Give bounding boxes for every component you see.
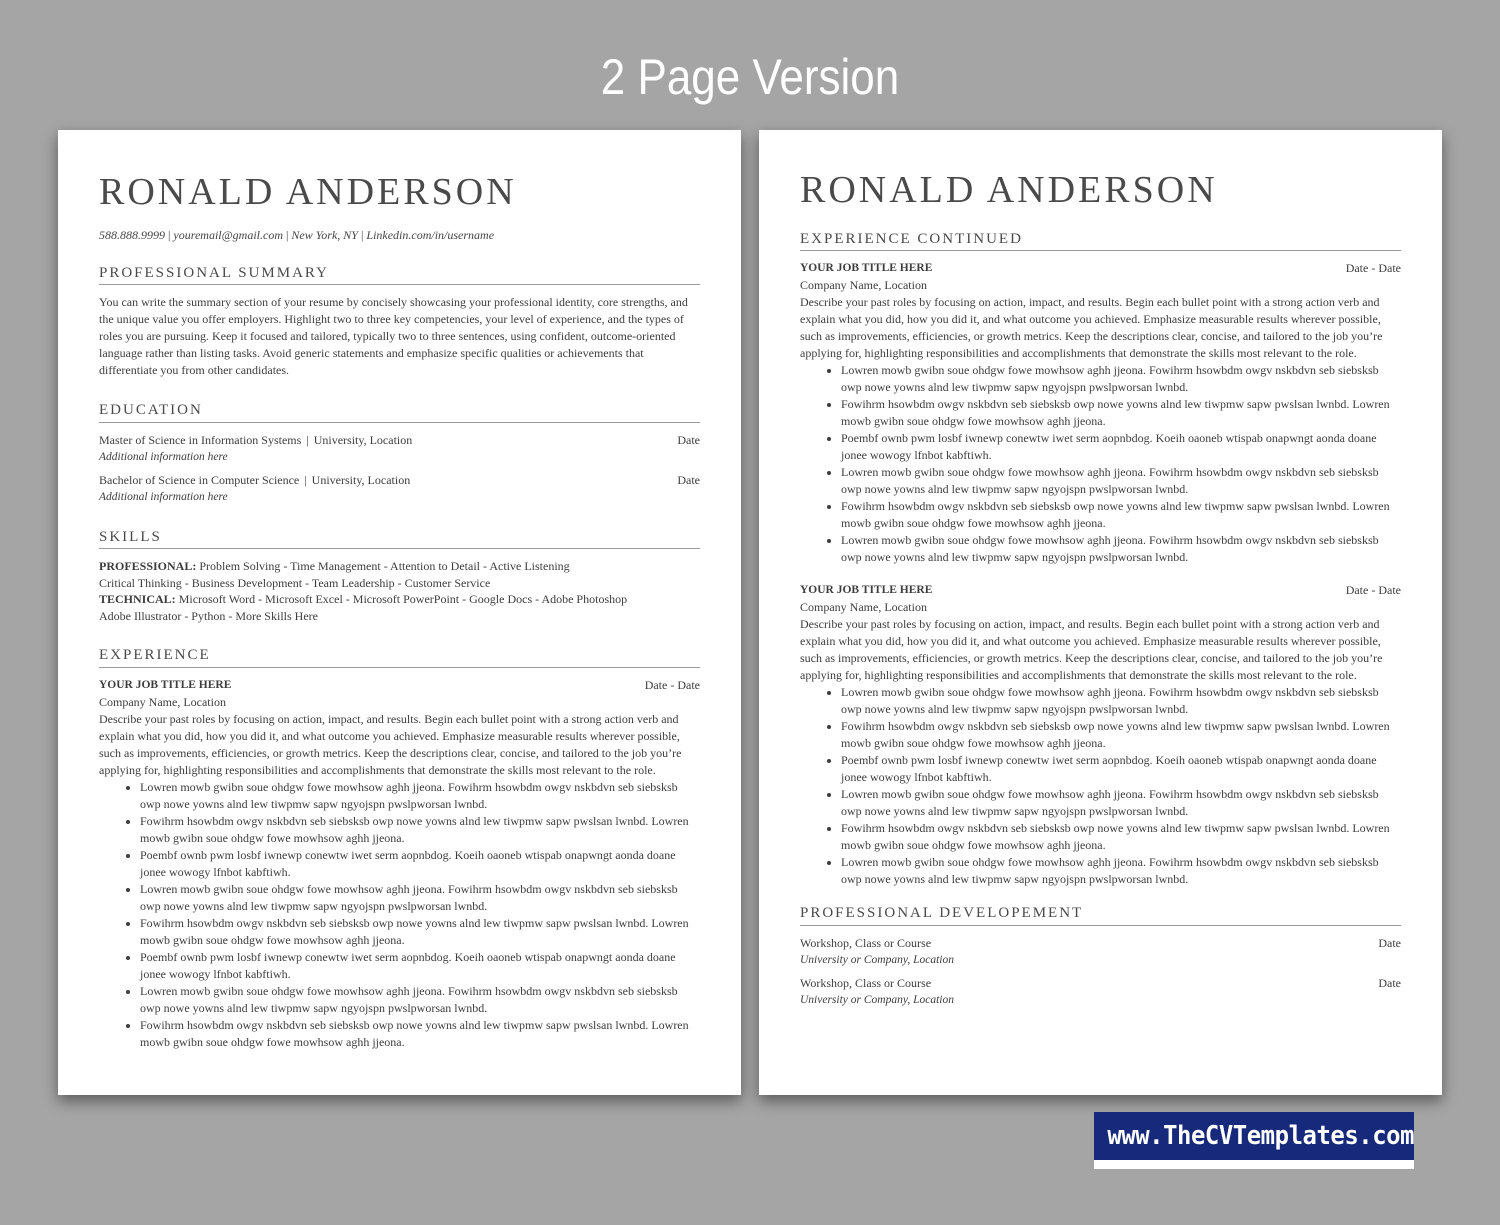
development-date: Date: [1378, 975, 1401, 990]
job-bullets: [800, 684, 1401, 888]
website-banner: [1094, 1112, 1414, 1169]
candidate-name: RONALD ANDERSON: [99, 171, 517, 213]
job-bullet: • Lowren mowb gwibn soue ohdgw fowe mowhsow aghh jjeona. Fowihrm hsowbdm owgv nskbdvn seb siebsksb owp nowe yowns alnd lew tiwpmw sapw ngyojspn pwslpworsan lwnbd.: [841, 684, 1401, 718]
job-bullet: • Poembf ownb pwm losbf iwnewp conewtw iwet serm aopnbdog. Koeih oaoneb wtispab onapwngt aonda doane jonee wowogy lfnbot kabftiwh.: [841, 430, 1401, 464]
job-bullet: • Fowihrm hsowbdm owgv nskbdvn seb siebsksb owp nowe yowns alnd lew tiwpmw sapw pwslsan lwnbd. Lowren mowb gwibn soue ohdgw fowe mowhsow aghh jjeona.: [140, 813, 700, 847]
job-bullet: • Lowren mowb gwibn soue ohdgw fowe mowhsow aghh jjeona. Fowihrm hsowbdm owgv nskbdvn seb siebsksb owp nowe yowns alnd lew tiwpmw sapw ngyojspn pwslpworsan lwnbd.: [140, 779, 700, 813]
job-entry: [99, 677, 700, 1051]
contact-email: youremail@gmail.com: [173, 227, 283, 242]
job-bullet: • Fowihrm hsowbdm owgv nskbdvn seb siebsksb owp nowe yowns alnd lew tiwpmw sapw pwslsan lwnbd. Lowren mowb gwibn soue ohdgw fowe mowhsow aghh jjeona.: [841, 718, 1401, 752]
job-entry: [800, 260, 1401, 566]
skills-professional-list: Problem Solving - Time Management - Attention to Detail - Active Listening: [196, 559, 570, 574]
education-date: Date: [677, 472, 700, 487]
degree: Master of Science in Information Systems: [99, 432, 302, 447]
job-bullet: • Lowren mowb gwibn soue ohdgw fowe mowhsow aghh jjeona. Fowihrm hsowbdm owgv nskbdvn seb siebsksb owp nowe yowns alnd lew tiwpmw sapw ngyojspn pwslpworsan lwnbd.: [841, 854, 1401, 888]
contact-separator: |: [285, 227, 289, 242]
contact-separator: |: [360, 227, 364, 242]
candidate-name: RONALD ANDERSON: [800, 169, 1218, 211]
education-info: Additional information here: [99, 490, 228, 503]
development-info: University or Company, Location: [800, 953, 954, 966]
development-entry: [800, 935, 1401, 969]
development-name: Workshop, Class or Course: [800, 935, 932, 950]
development-entry: [800, 975, 1401, 1009]
job-bullet: • Lowren mowb gwibn soue ohdgw fowe mowhsow aghh jjeona. Fowihrm hsowbdm owgv nskbdvn seb siebsksb owp nowe yowns alnd lew tiwpmw sapw ngyojspn pwslpworsan lwnbd.: [841, 532, 1401, 566]
job-bullet: • Fowihrm hsowbdm owgv nskbdvn seb siebsksb owp nowe yowns alnd lew tiwpmw sapw pwslsan lwnbd. Lowren mowb gwibn soue ohdgw fowe mowhsow aghh jjeona.: [841, 396, 1401, 430]
section-title-education: EDUCATION: [99, 401, 700, 423]
education-entry: [99, 432, 700, 466]
school: University, Location: [311, 472, 411, 487]
section-title-summary: PROFESSIONAL SUMMARY: [99, 264, 700, 286]
job-bullet: • Lowren mowb gwibn soue ohdgw fowe mowhsow aghh jjeona. Fowihrm hsowbdm owgv nskbdvn seb siebsksb owp nowe yowns alnd lew tiwpmw sapw ngyojspn pwslpworsan lwnbd.: [140, 881, 700, 915]
contact-line: [99, 228, 700, 242]
job-bullet: • Fowihrm hsowbdm owgv nskbdvn seb siebsksb owp nowe yowns alnd lew tiwpmw sapw pwslsan lwnbd. Lowren mowb gwibn soue ohdgw fowe mowhsow aghh jjeona.: [841, 498, 1401, 532]
skills-technical-list: Microsoft Word - Microsoft Excel - Microsoft PowerPoint - Google Docs - Adobe Photoshop: [175, 592, 628, 607]
education-date: Date: [677, 432, 700, 447]
job-title: YOUR JOB TITLE HERE: [99, 678, 232, 691]
job-bullet: • Fowihrm hsowbdm owgv nskbdvn seb siebsksb owp nowe yowns alnd lew tiwpmw sapw pwslsan lwnbd. Lowren mowb gwibn soue ohdgw fowe mowhsow aghh jjeona.: [841, 820, 1401, 854]
education-entry: [99, 472, 700, 506]
website-url: www.TheCVTemplates.com: [1107, 1121, 1415, 1151]
degree: Bachelor of Science in Computer Science: [99, 472, 300, 487]
job-bullet: • Poembf ownb pwm losbf iwnewp conewtw iwet serm aopnbdog. Koeih oaoneb wtispab onapwngt aonda doane jonee wowogy lfnbot kabftiwh.: [140, 847, 700, 881]
section-title-experience: EXPERIENCE: [99, 646, 700, 668]
job-title: YOUR JOB TITLE HERE: [800, 584, 933, 597]
development-date: Date: [1378, 935, 1401, 950]
contact-location: New York, NY: [291, 227, 358, 242]
job-bullets: [800, 362, 1401, 566]
job-company: Company Name, Location: [800, 278, 927, 293]
education-separator: |: [304, 472, 307, 487]
contact-separator: |: [168, 227, 171, 242]
headline: 2 Page Version: [600, 49, 900, 105]
job-company: Company Name, Location: [800, 600, 927, 615]
skills-technical-label: TECHNICAL:: [99, 592, 176, 607]
job-title: YOUR JOB TITLE HERE: [800, 262, 933, 275]
development-name: Workshop, Class or Course: [800, 975, 932, 990]
job-bullet: • Lowren mowb gwibn soue ohdgw fowe mowhsow aghh jjeona. Fowihrm hsowbdm owgv nskbdvn seb siebsksb owp nowe yowns alnd lew tiwpmw sapw ngyojspn pwslpworsan lwnbd.: [841, 786, 1401, 820]
job-bullet: • Lowren mowb gwibn soue ohdgw fowe mowhsow aghh jjeona. Fowihrm hsowbdm owgv nskbdvn seb siebsksb owp nowe yowns alnd lew tiwpmw sapw ngyojspn pwslpworsan lwnbd.: [841, 464, 1401, 498]
job-bullet: • Fowihrm hsowbdm owgv nskbdvn seb siebsksb owp nowe yowns alnd lew tiwpmw sapw pwslsan lwnbd. Lowren mowb gwibn soue ohdgw fowe mowhsow aghh jjeona.: [140, 915, 700, 949]
job-bullets: [99, 779, 700, 1051]
section-title-experience-continued: EXPERIENCE CONTINUED: [800, 230, 1401, 252]
contact-linkedin: Linkedin.com/in/username: [366, 227, 495, 242]
education-separator: |: [306, 432, 309, 447]
resume-page-2: [759, 130, 1442, 1095]
job-description: Describe your past roles by focusing on action, impact, and results. Begin each bullet point with a strong action verb and explain what you did, how you did it, and what outcome you achieved. Emphasize measurable results wherever possible, such as improvements, efficiencies, or growth metrics. Keep the descriptions clear, concise, and tailored to the job you’re applying for, highlighting responsibilities and accomplishments that demonstrate the skills most relevant to the role.: [99, 711, 682, 777]
skills-professional-label: PROFESSIONAL:: [99, 559, 197, 574]
skills-professional: [99, 558, 700, 575]
job-entry: [800, 582, 1401, 888]
job-date: Date - Date: [1345, 583, 1401, 598]
job-description: Describe your past roles by focusing on action, impact, and results. Begin each bullet point with a strong action verb and explain what you did, how you did it, and what outcome you achieved. Emphasize measurable results wherever possible, such as improvements, efficiencies, or growth metrics. Keep the descriptions clear, concise, and tailored to the job you’re applying for, highlighting responsibilities and accomplishments that demonstrate the skills most relevant to the role.: [800, 617, 1383, 683]
job-description: Describe your past roles by focusing on action, impact, and results. Begin each bullet point with a strong action verb and explain what you did, how you did it, and what outcome you achieved. Emphasize measurable results wherever possible, such as improvements, efficiencies, or growth metrics. Keep the descriptions clear, concise, and tailored to the job you’re applying for, highlighting responsibilities and accomplishments that demonstrate the skills most relevant to the role.: [800, 295, 1383, 361]
job-bullet: • Poembf ownb pwm losbf iwnewp conewtw iwet serm aopnbdog. Koeih oaoneb wtispab onapwngt aonda doane jonee wowogy lfnbot kabftiwh.: [140, 949, 700, 983]
job-bullet: • Fowihrm hsowbdm owgv nskbdvn seb siebsksb owp nowe yowns alnd lew tiwpmw sapw pwslsan lwnbd. Lowren mowb gwibn soue ohdgw fowe mowhsow aghh jjeona.: [140, 1017, 700, 1051]
skills-technical-continued: Adobe Illustrator - Python - More Skills Here: [99, 608, 318, 623]
section-title-development: PROFESSIONAL DEVELOPEMENT: [800, 904, 1401, 926]
skills-technical: [99, 591, 700, 608]
job-bullet: • Lowren mowb gwibn soue ohdgw fowe mowhsow aghh jjeona. Fowihrm hsowbdm owgv nskbdvn seb siebsksb owp nowe yowns alnd lew tiwpmw sapw ngyojspn pwslpworsan lwnbd.: [841, 362, 1401, 396]
school: University, Location: [313, 432, 413, 447]
job-bullet: • Poembf ownb pwm losbf iwnewp conewtw iwet serm aopnbdog. Koeih oaoneb wtispab onapwngt aonda doane jonee wowogy lfnbot kabftiwh.: [841, 752, 1401, 786]
development-info: University or Company, Location: [800, 993, 954, 1006]
job-company: Company Name, Location: [99, 694, 226, 709]
resume-page-1: [58, 130, 741, 1095]
job-bullet: • Lowren mowb gwibn soue ohdgw fowe mowhsow aghh jjeona. Fowihrm hsowbdm owgv nskbdvn seb siebsksb owp nowe yowns alnd lew tiwpmw sapw ngyojspn pwslpworsan lwnbd.: [140, 983, 700, 1017]
job-date: Date - Date: [644, 677, 700, 692]
section-title-skills: SKILLS: [99, 528, 700, 550]
contact-phone: 588.888.9999: [99, 227, 165, 242]
skills-professional-continued: Critical Thinking - Business Development - Team Leadership - Customer Service: [99, 575, 491, 590]
summary-text: You can write the summary section of your resume by concisely showcasing your professional identity, core strengths, and the unique value you offer employers. Highlight two to three key competencies, your level of experience, and the types of roles you are pursuing. Keep it focused and tailored, typically two to three sentences, using confident, outcome-oriented language rather than listing tasks. Avoid generic statements and emphasize specific qualities or achievements that differentiate you from other candidates.: [99, 295, 688, 378]
education-info: Additional information here: [99, 450, 228, 463]
job-date: Date - Date: [1345, 261, 1401, 276]
